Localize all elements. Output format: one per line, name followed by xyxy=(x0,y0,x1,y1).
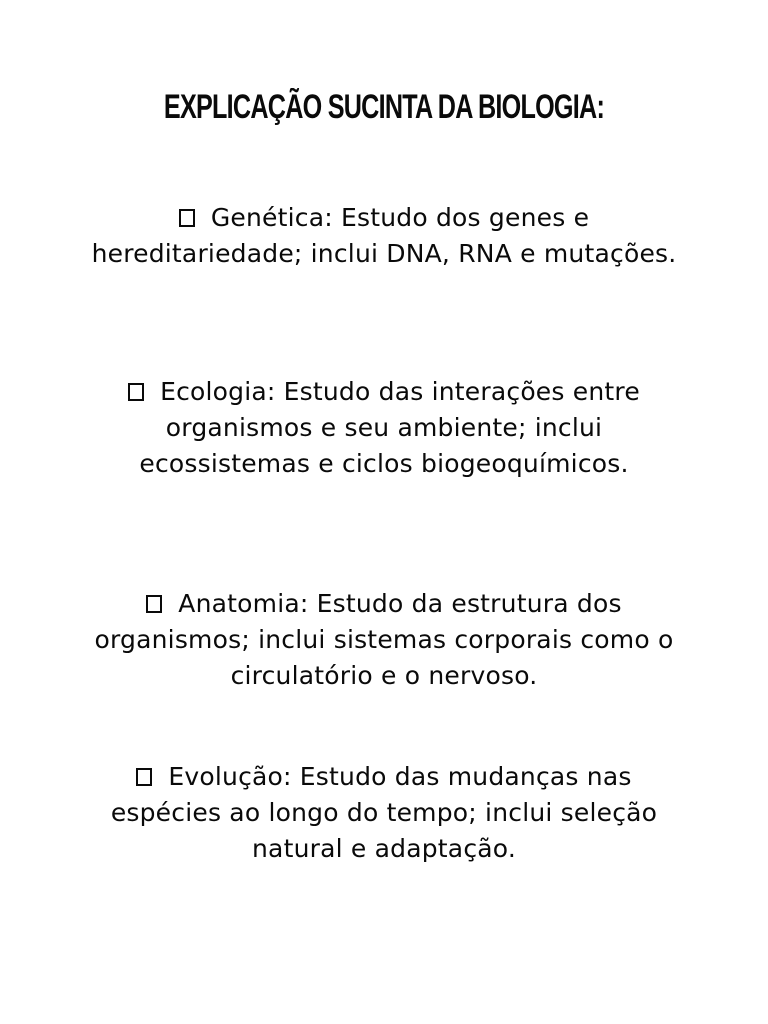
missing-glyph-box-icon xyxy=(179,209,195,227)
topic-text: Evolução: Estudo das mudanças nas espécies ao longo do tempo; inclui seleção natural e adaptação. xyxy=(110,762,658,863)
missing-glyph-box-icon xyxy=(128,383,144,401)
topic-item-anatomia xyxy=(84,586,684,694)
topic-text: Genética: Estudo dos genes e hereditariedade; inclui DNA, RNA e mutações. xyxy=(91,203,677,268)
topic-item-evolucao xyxy=(84,759,684,867)
missing-glyph-box-icon xyxy=(146,595,162,613)
topic-item-ecologia xyxy=(84,374,684,482)
topic-text: Ecologia: Estudo das interações entre organismos e seu ambiente; inclui ecossistemas e ciclos biogeoquímicos. xyxy=(139,377,640,478)
topic-text: Anatomia: Estudo da estrutura dos organismos; inclui sistemas corporais como o circulatório e o nervoso. xyxy=(94,589,674,690)
missing-glyph-box-icon xyxy=(136,768,152,786)
topic-item-genetica xyxy=(84,200,684,272)
page-title: EXPLICAÇÃO SUCINTA DA BIOLOGIA: xyxy=(163,88,605,126)
